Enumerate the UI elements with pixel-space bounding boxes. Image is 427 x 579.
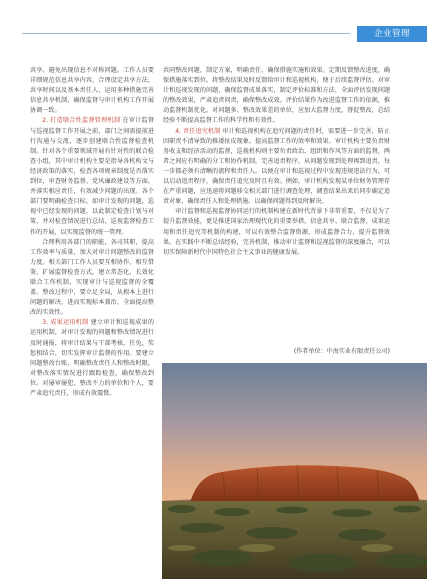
heading-results-mechanism: 3. 成果运用机制 [42, 319, 89, 327]
left-paragraph-4-body: 建立审计和巡视成果的运用机制，对审计发现的问题和整改情况进行及时通报，将审计结果与干部考核、任免、奖惩相结合，切实发挥审计监督的作用。要建立问题整改台账，明确整改责任人和整改时限，对整改落实情况进行跟踪检查，确保整改到位。对屡审屡犯、整改不力的单位和个人，要严肃追究责任，形成有效震慑。 [30, 319, 155, 397]
left-paragraph-1: 共享、避免出现信息不对称问题。工作人员要详细规范信息共享内容，合理设定共享方法，共享时间以及基本责任人，运用多种措施完善信息共享机制，确保监督与审计机构工作开展协调一致。 [30, 67, 154, 115]
left-paragraph-3: 合理利用各部门的职能，各司其职，提高工作效率与质量，加大对审计问题整改的监督力度。相关部门工作人员要互相协作，相互借鉴，扩展监督检查方式，建立常态化、长效化联合工作机制，实现审计与巡视监督的全覆盖。整改过程中，要立足全局，从根本上进行问题的解决，进而实现标本兼治，全面提高整改的实效性。 [30, 238, 154, 317]
left-column [30, 66, 154, 399]
author-affiliation: (作者单位：中海实业有限责任公司) [293, 348, 390, 355]
right-paragraph-2-body: 审计和巡视机构在追究问题的责任时，需要进一步完善，防止因职责不清导致的推诿扯皮现象。提高监督工作的效率和效果。审计机构主要负责财务收支和经济活动的监督，巡视机构则主要负责政治、组织和作风等方面的监督，两者之间应有明确的分工和协作机制，完善追责程序，从问题发现到处理再到追责，每一步都必须有清晰的流程和责任人。以便在审计和巡视过程中发现违规违法行为，可以启动追责程序，确保责任追究及时且有效。例如，审计机构发现某单位财务管理存在严重问题，应迅速将问题移交相关部门进行调查处理，调查结果出来后同步确定追责对象，确保责任人和处理措施。以确保问题得到及时解决。 [163, 127, 390, 206]
right-paragraph-3: 审计监督和巡视监督协同运行的机制构建在新时代背景下非常重要，不仅是为了提升监督效能，更是推进国家治理现代化的重要举措。信息共享、联合监督、成果运用和责任追究等机制的构建，可以有效整合监督资源，形成监督合力，提升监督效果。在实践中不断总结经验，完善机制，推动审计监督和巡视监督的深度融合，可以切实保障新时代中国特色社会主义事业的健康发展。 [163, 208, 390, 256]
right-paragraph-2 [163, 127, 390, 208]
left-paragraph-2-body: 在审计监督与巡视监督工作开展之前，部门之间需提前进行沟通与交流，逐步创建联合性监督检查机制。针对各个重要领域开展有针对性的联合检查小组，其中审计机构主要是指导各机构文与经济政策的落实，检查各项规章制度是否落实到位，审查财务监督、党风廉政建设等方面，并落实相应责任，有效减少问题的出现。各个部门要明确检查目标，如审计发现的问题，巡视中已经发现的问题，以此制定检查计划与对策，并对检查情况进行总结，巡视监督检查工作的开展，以实现监督的统一管理。 [30, 117, 155, 236]
header-rule [22, 33, 350, 34]
left-paragraph-4 [30, 318, 154, 399]
section-tag: 企业管理 [357, 26, 427, 42]
heading-accountability-mechanism: 4. 责任追究机制 [175, 127, 221, 135]
left-paragraph-2 [30, 116, 154, 237]
right-paragraph-1: 共同整改问题，制定方案，明确责任，确保措施实施和效果。定期反馈整改进度，确保措施落实到位。将整改结果及时反馈给审计和巡视机构，便于后续监督评估。对审计和巡视发现的问题，确保监督成果落实，制定评价标准和方法，全面评估发现问题的整改效果，严肃追责问责，确保整改成效。评价结果作为改进监督工作的依据，推动监督机制优化。对问题多、整改效果差的单位，应加大监督力度，督促整改，总结经验不断提高监督工作的科学性和有效性。 [163, 67, 390, 125]
uluru-landscape-image [162, 363, 427, 579]
heading-joint-mechanism: 2. 打造联合性监督管理机制 [42, 117, 121, 125]
right-column [163, 66, 390, 258]
